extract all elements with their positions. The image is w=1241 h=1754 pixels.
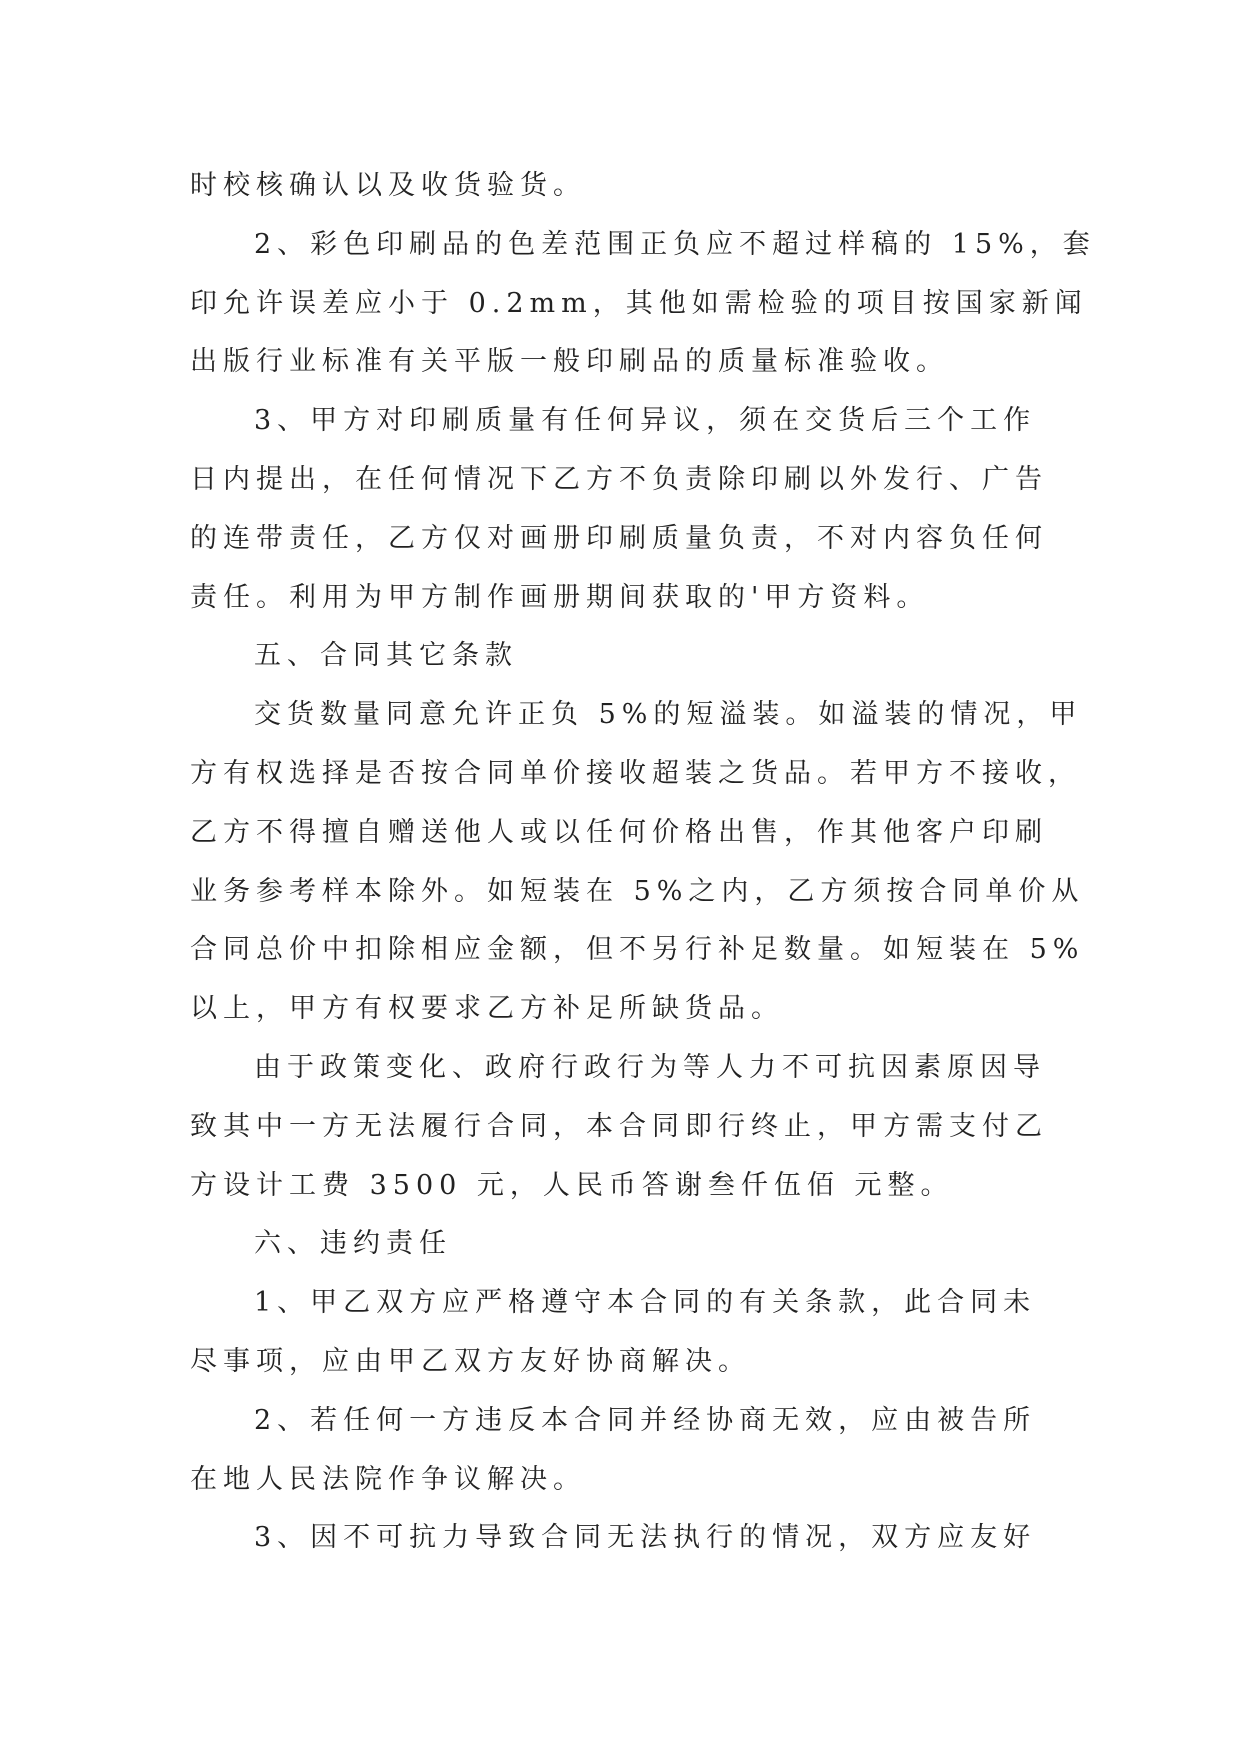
text-line: 方设计工费 3500 元，人民币答谢叁仟伍佰 元整。	[190, 1169, 954, 1201]
text-line: 时校核确认以及收货验货。	[190, 170, 586, 201]
text-line: 的连带责任，乙方仅对画册印刷质量负责，不对内容负任何	[190, 522, 1048, 554]
text-line: 方有权选择是否按合同单价接收超装之货品。若甲方不接收，	[190, 757, 1081, 789]
text-line: 印允许误差应小于 0.2mm，其他如需检验的项目按国家新闻	[190, 287, 1088, 319]
text-line: 以上，甲方有权要求乙方补足所缺货品。	[190, 993, 784, 1025]
text-line: 日内提出，在任何情况下乙方不负责除印刷以外发行、广告	[190, 463, 1048, 495]
text-line: 3、因不可抗力导致合同无法执行的情况，双方应友好	[254, 1522, 1037, 1554]
text-line: 交货数量同意允许正负 5%的短溢装。如溢装的情况，甲	[254, 699, 1083, 731]
text-line: 1、甲乙双方应严格遵守本合同的有关条款，此合同未	[254, 1287, 1037, 1319]
text-line: 3、甲方对印刷质量有任何异议，须在交货后三个工作	[254, 405, 1037, 437]
document-body	[190, 157, 1096, 1568]
text-line: 尽事项，应由甲乙双方友好协商解决。	[190, 1345, 751, 1377]
text-line: 责任。利用为甲方制作画册期间获取的'甲方资料。	[190, 581, 930, 613]
text-line: 2、若任何一方违反本合同并经协商无效，应由被告所	[254, 1404, 1037, 1436]
text-line: 乙方不得擅自赠送他人或以任何价格出售，作其他客户印刷	[190, 816, 1048, 848]
text-line: 2、彩色印刷品的色差范围正负应不超过样稿的 15%，套	[254, 228, 1096, 260]
text-line: 致其中一方无法履行合同，本合同即行终止，甲方需支付乙	[190, 1110, 1048, 1142]
text-line: 在地人民法院作争议解决。	[190, 1463, 586, 1495]
text-line: 合同总价中扣除相应金额，但不另行补足数量。如短装在 5%	[190, 934, 1085, 966]
text-line: 出版行业标准有关平版一般印刷品的质量标准验收。	[190, 346, 949, 378]
text-line: 六、违约责任	[254, 1228, 452, 1260]
text-line: 由于政策变化、政府行政行为等人力不可抗因素原因导	[254, 1051, 1046, 1083]
text-line: 五、合同其它条款	[254, 640, 518, 672]
text-line: 业务参考样本除外。如短装在 5%之内，乙方须按合同单价从	[190, 875, 1085, 907]
